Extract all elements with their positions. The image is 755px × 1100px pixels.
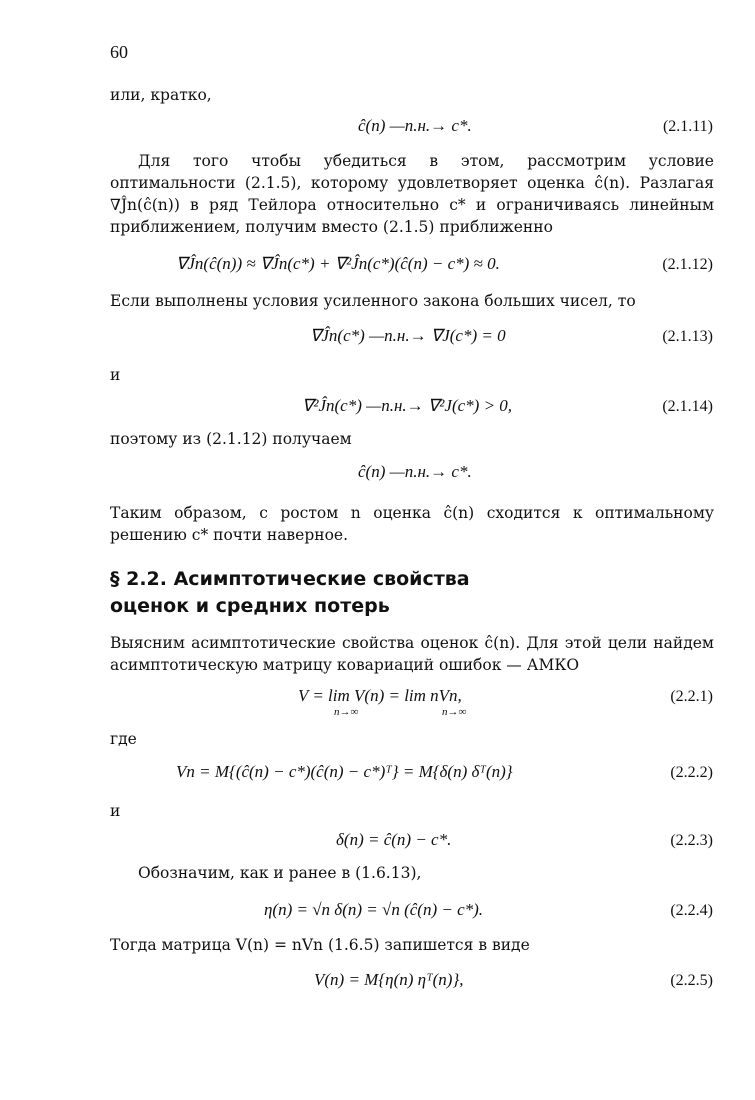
equation-2-2-4 <box>0 898 755 928</box>
paragraph: где <box>110 730 137 748</box>
equation-number: (2.1.13) <box>662 328 713 345</box>
limit-subscript: n→∞ <box>442 706 467 718</box>
paragraph: Выясним асимптотические свойства оценок ĉ(n). Для этой цели найдем асимптотическую матрицу ковариаций ошибок — АМКО <box>110 634 714 674</box>
equation-number: (2.2.5) <box>670 972 713 989</box>
page-number: 60 <box>110 42 128 62</box>
equation-2-1-11 <box>0 114 755 144</box>
section-heading-line2: оценок и средних потерь <box>110 595 390 617</box>
equation-2-2-5 <box>0 968 755 998</box>
section-heading-line1: § 2.2. Асимптотические свойства <box>110 568 470 590</box>
equation-body: Vn = M{(ĉ(n) − c*)(ĉ(n) − c*)ᵀ} = M{δ(n) δᵀ(n)} <box>176 762 513 781</box>
equation-2-1-14 <box>0 394 755 424</box>
equation-body: ĉ(n) —п.н.→ c*. <box>358 462 472 481</box>
paragraph: Обозначим, как и ранее в (1.6.13), <box>138 864 422 882</box>
equation-number: (2.1.11) <box>662 118 713 135</box>
paragraph: Для того чтобы убедиться в этом, рассмотрим условие оптимальности (2.1.5), которому удовлетворяет оценка ĉ(n). Разлагая ∇Ĵn(ĉ(n)) в ряд Тейлора относительно c* и ограничиваясь линейным приближением, получим вместо (2.1.5) приближенно <box>110 152 714 236</box>
equation-body: δ(n) = ĉ(n) − c*. <box>336 830 452 849</box>
paragraph: Тогда матрица V(n) = nVn (1.6.5) запишется в виде <box>110 936 530 954</box>
equation-number: (2.2.1) <box>670 688 713 705</box>
equation-number: (2.2.3) <box>670 832 713 849</box>
equation-body: ∇Ĵn(ĉ(n)) ≈ ∇Ĵn(c*) + ∇²Ĵn(c*)(ĉ(n) − c*) ≈ 0. <box>176 254 500 273</box>
equation-body: V(n) = M{η(n) ηᵀ(n)}, <box>314 970 464 989</box>
equation-2-1-13 <box>0 324 755 354</box>
equation-body: η(n) = √n δ(n) = √n (ĉ(n) − c*). <box>264 900 484 919</box>
equation-number: (2.1.14) <box>662 398 713 415</box>
equation-body: ∇²Ĵn(c*) —п.н.→ ∇²J(c*) > 0, <box>302 396 513 415</box>
equation-number: (2.2.2) <box>670 764 713 781</box>
equation-number: (2.2.4) <box>670 902 713 919</box>
equation-2-2-1 <box>0 684 755 724</box>
paragraph: и <box>110 366 121 384</box>
paragraph: или, кратко, <box>110 86 212 104</box>
equation-number: (2.1.12) <box>662 256 713 273</box>
paragraph: и <box>110 802 121 820</box>
equation-body: ∇Ĵn(c*) —п.н.→ ∇J(c*) = 0 <box>310 326 506 345</box>
equation-body: V = lim V(n) = lim nVn, <box>298 686 462 705</box>
equation-2-2-3 <box>0 828 755 858</box>
equation-unnumbered <box>0 460 755 490</box>
equation-body: ĉ(n) —п.н.→ c*. <box>358 116 472 135</box>
equation-2-1-12 <box>0 252 755 282</box>
paragraph: Таким образом, с ростом n оценка ĉ(n) сходится к оптимальному решению c* почти наверное. <box>110 504 714 544</box>
limit-subscript: n→∞ <box>334 706 359 718</box>
paragraph: Если выполнены условия усиленного закона больших чисел, то <box>110 292 636 310</box>
equation-2-2-2 <box>0 760 755 790</box>
paragraph: поэтому из (2.1.12) получаем <box>110 430 352 448</box>
